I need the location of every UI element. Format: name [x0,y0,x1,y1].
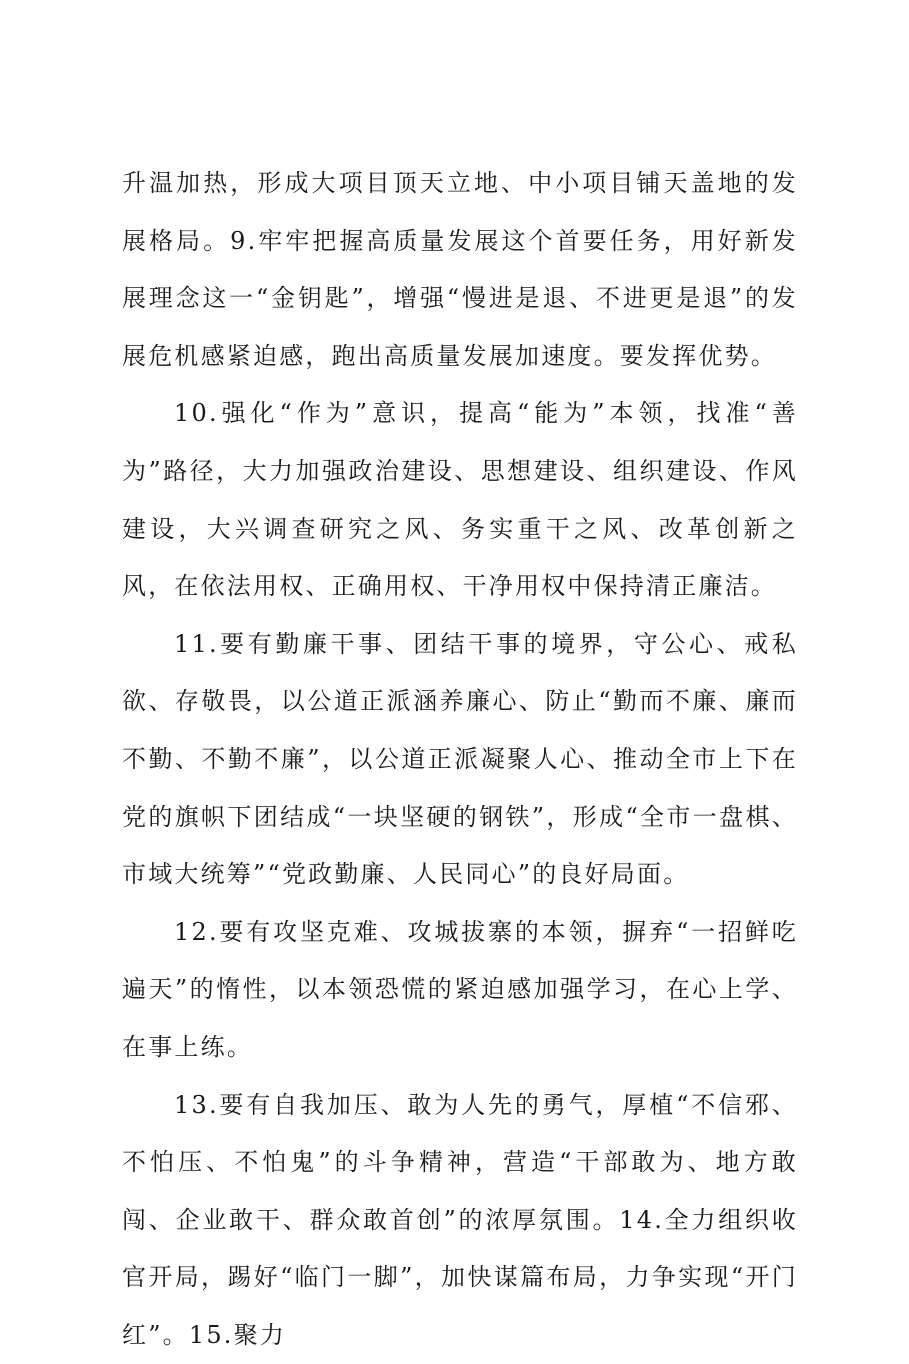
document-body [122,155,798,1364]
paragraph-3: 11.要有勤廉干事、团结干事的境界，守公心、戒私欲、存敬畏，以公道正派涵养廉心、防止“勤而不廉、廉而不勤、不勤不廉”，以公道正派凝聚人心、推动全市上下在党的旗帜下团结成“一块坚硬的钢铁”，形成“全市一盘棋、市域大统筹”“党政勤廉、人民同心”的良好局面。 [122,616,798,904]
paragraph-4: 12.要有攻坚克难、攻城拔寨的本领，摒弃“一招鲜吃遍天”的惰性，以本领恐慌的紧迫感加强学习，在心上学、在事上练。 [122,904,798,1077]
paragraph-2: 10.强化“作为”意识，提高“能为”本领，找准“善为”路径，大力加强政治建设、思想建设、组织建设、作风建设，大兴调查研究之风、务实重干之风、改革创新之风，在依法用权、正确用权、干净用权中保持清正廉洁。 [122,385,798,615]
paragraph-1: 升温加热，形成大项目顶天立地、中小项目铺天盖地的发展格局。9.牢牢把握高质量发展这个首要任务，用好新发展理念这一“金钥匙”，增强“慢进是退、不进更是退”的发展危机感紧迫感，跑出高质量发展加速度。要发挥优势。 [122,155,798,385]
paragraph-5: 13.要有自我加压、敢为人先的勇气，厚植“不信邪、不怕压、不怕鬼”的斗争精神，营造“干部敢为、地方敢闯、企业敢干、群众敢首创”的浓厚氛围。14.全力组织收官开局，踢好“临门一脚”，加快谋篇布局，力争实现“开门红”。15.聚力 [122,1077,798,1364]
